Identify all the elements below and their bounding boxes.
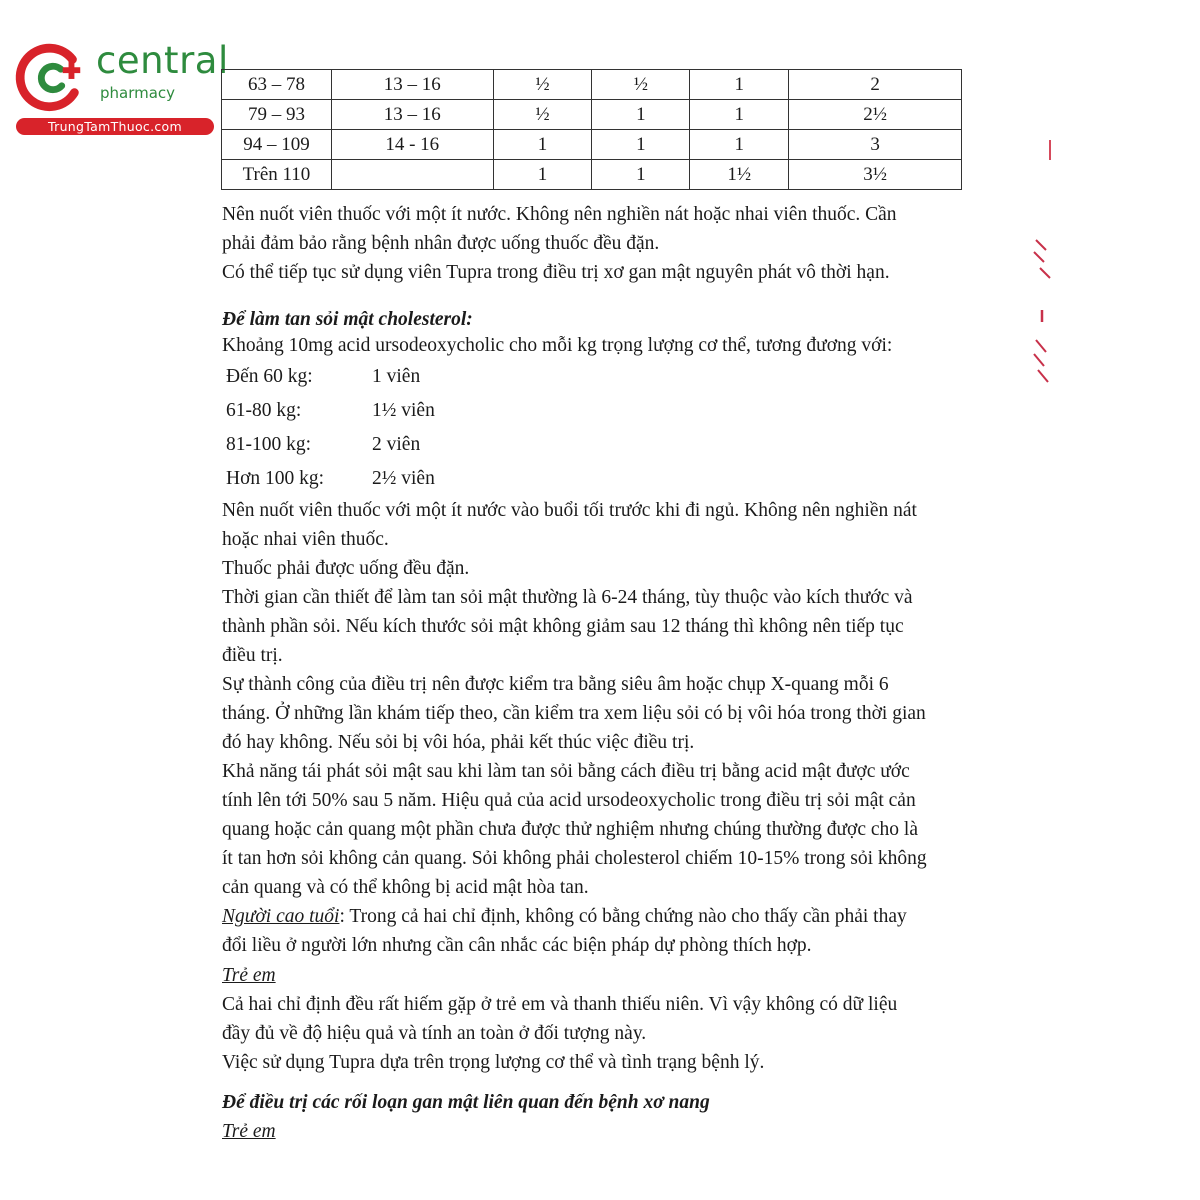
- paragraph-line: đổi liều ở người lớn nhưng cần cân nhắc các biện pháp dự phòng thích hợp.: [222, 935, 812, 956]
- dose-list-item: [226, 366, 420, 388]
- dose-weight: 61-80 kg:: [226, 400, 302, 421]
- logo-brand-sub: pharmacy: [100, 84, 176, 102]
- paragraph-line: Khoảng 10mg acid ursodeoxycholic cho mỗi kg trọng lượng cơ thể, tương đương với:: [222, 335, 893, 356]
- dosage-table-row: [222, 100, 962, 130]
- dose-amount: 2 viên: [372, 434, 421, 455]
- dosage-table-cell: 3½: [789, 160, 962, 190]
- dosage-table-cell: [331, 160, 493, 190]
- dosage-table-cell: Trên 110: [222, 160, 332, 190]
- dosage-table-cell: 1: [592, 130, 690, 160]
- paragraph-line: điều trị.: [222, 645, 283, 666]
- dosage-table-cell: 1½: [690, 160, 789, 190]
- elderly-subheading: Người cao tuổi: [222, 906, 340, 927]
- central-pharmacy-logo: [8, 36, 229, 136]
- dose-list-item: [226, 400, 435, 422]
- dosage-table-row: [222, 70, 962, 100]
- paragraph-line: Nên nuốt viên thuốc với một ít nước. Không nên nghiền nát hoặc nhai viên thuốc. Cần: [222, 204, 897, 225]
- dose-weight: Đến 60 kg:: [226, 366, 313, 387]
- dosage-table: [221, 69, 962, 190]
- paragraph-line: Nên nuốt viên thuốc với một ít nước vào buổi tối trước khi đi ngủ. Không nên nghiền nát: [222, 500, 917, 521]
- paragraph-line: Có thể tiếp tục sử dụng viên Tupra trong điều trị xơ gan mật nguyên phát vô thời hạn.: [222, 262, 890, 283]
- dosage-table-cell: 13 – 16: [331, 100, 493, 130]
- paragraph-line: Thời gian cần thiết để làm tan sỏi mật thường là 6-24 tháng, tùy thuộc vào kích thước và: [222, 587, 913, 608]
- dosage-table-cell: 1: [690, 100, 789, 130]
- paragraph-line: tháng. Ở những lần khám tiếp theo, cần kiểm tra xem liệu sỏi có bị vôi hóa trong thời gian: [222, 703, 926, 724]
- paragraph-line: Khả năng tái phát sỏi mật sau khi làm tan sỏi bằng cách điều trị bằng acid mật được ước: [222, 761, 910, 782]
- paragraph-line: hoặc nhai viên thuốc.: [222, 529, 389, 550]
- dosage-table-cell: 63 – 78: [222, 70, 332, 100]
- dosage-table-row: [222, 160, 962, 190]
- dosage-table-row: [222, 130, 962, 160]
- dose-weight: 81-100 kg:: [226, 434, 312, 455]
- dosage-table-cell: 94 – 109: [222, 130, 332, 160]
- pharmacy-logo-icon: [12, 38, 90, 116]
- paragraph-line: Sự thành công của điều trị nên được kiểm tra bằng siêu âm hoặc chụp X-quang mỗi 6: [222, 674, 889, 695]
- children-subheading: Trẻ em: [222, 1121, 276, 1142]
- dosage-table-cell: 1: [592, 160, 690, 190]
- dosage-table-cell: 1: [493, 160, 592, 190]
- paragraph-line: Thuốc phải được uống đều đặn.: [222, 558, 470, 579]
- dosage-table-cell: 2½: [789, 100, 962, 130]
- dosage-table-cell: 2: [789, 70, 962, 100]
- paragraph-line: đầy đủ về độ hiệu quả và tính an toàn ở đối tượng này.: [222, 1023, 647, 1044]
- dose-weight: Hơn 100 kg:: [226, 468, 325, 489]
- dose-list-item: [226, 468, 435, 490]
- paragraph-line: đó hay không. Nếu sỏi bị vôi hóa, phải kết thúc việc điều trị.: [222, 732, 695, 753]
- dosage-table-cell: ½: [493, 100, 592, 130]
- paragraph-line: Việc sử dụng Tupra dựa trên trọng lượng cơ thể và tình trạng bệnh lý.: [222, 1052, 765, 1073]
- children-subheading: Trẻ em: [222, 965, 276, 986]
- logo-brand-name: central: [96, 39, 229, 82]
- dose-amount: 2½ viên: [372, 468, 435, 489]
- dosage-table-cell: 3: [789, 130, 962, 160]
- paragraph-line: cản quang và có thể không bị acid mật hòa tan.: [222, 877, 589, 898]
- dosage-table-cell: 13 – 16: [331, 70, 493, 100]
- dosage-table-cell: 79 – 93: [222, 100, 332, 130]
- dosage-table-cell: 1: [690, 130, 789, 160]
- paragraph-line: phải đảm bảo rằng bệnh nhân được uống thuốc đều đặn.: [222, 233, 660, 254]
- paragraph-line: quang hoặc cản quang một phần chưa được thử nghiệm nhưng chúng thường được cho là: [222, 819, 918, 840]
- dosage-table-cell: ½: [493, 70, 592, 100]
- dose-amount: 1½ viên: [372, 400, 435, 421]
- dosage-table-cell: 1: [493, 130, 592, 160]
- paragraph-line: Cả hai chỉ định đều rất hiếm gặp ở trẻ em và thanh thiếu niên. Vì vậy không có dữ liệu: [222, 994, 898, 1015]
- paragraph-line: tính lên tới 50% sau 5 năm. Hiệu quả của acid ursodeoxycholic trong điều trị sỏi mật cản: [222, 790, 916, 811]
- dosage-table-cell: 1: [690, 70, 789, 100]
- dosage-table-cell: 1: [592, 100, 690, 130]
- logo-website: TrungTamThuoc.com: [16, 118, 214, 135]
- dose-amount: 1 viên: [372, 366, 421, 387]
- paragraph-line: thành phần sỏi. Nếu kích thước sỏi mật không giảm sau 12 tháng thì không nên tiếp tục: [222, 616, 904, 637]
- dosage-table-cell: ½: [592, 70, 690, 100]
- margin-stamp-marks: [1030, 140, 1060, 400]
- elderly-text: : Trong cả hai chỉ định, không có bằng chứng nào cho thấy cần phải thay: [339, 906, 907, 927]
- paragraph-line: [222, 907, 907, 927]
- paragraph-line: ít tan hơn sỏi không cản quang. Sỏi không phải cholesterol chiếm 10-15% trong sỏi không: [222, 848, 927, 869]
- section-heading: Để làm tan sỏi mật cholesterol:: [222, 309, 473, 330]
- dosage-table-cell: 14 - 16: [331, 130, 493, 160]
- section-heading: Để điều trị các rối loạn gan mật liên quan đến bệnh xơ nang: [222, 1092, 710, 1113]
- dose-list-item: [226, 434, 420, 456]
